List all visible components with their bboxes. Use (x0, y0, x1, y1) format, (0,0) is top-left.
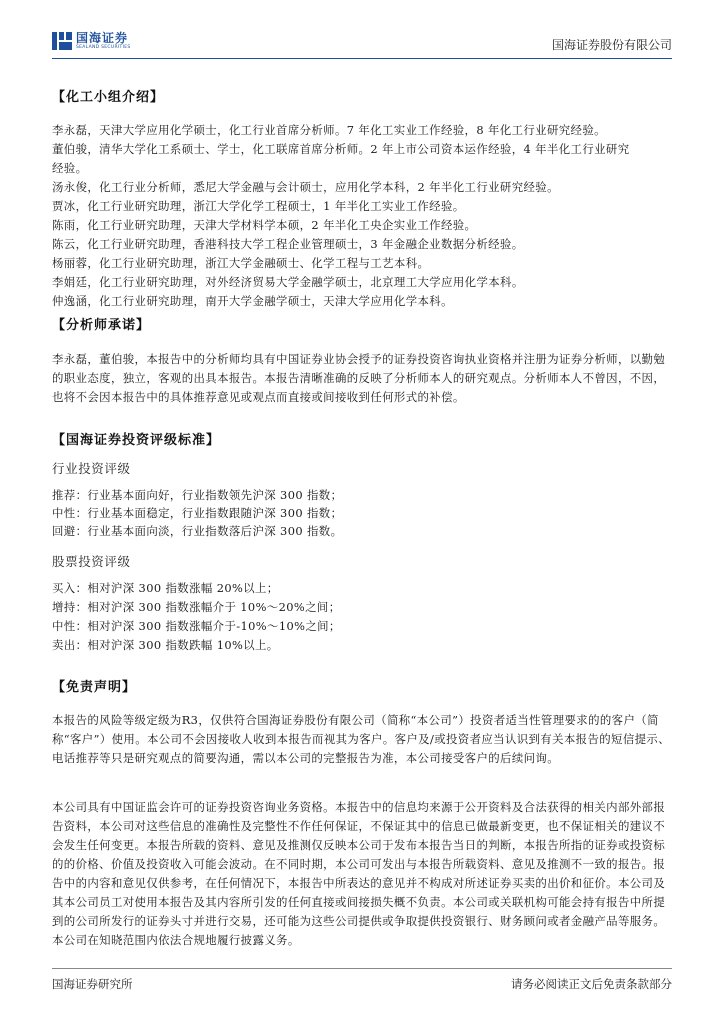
stock-rating-line: 买入：相对沪深 300 指数涨幅 20%以上； (52, 581, 279, 595)
logo-mark-icon (52, 32, 72, 50)
commitment-section-title: 【分析师承诺】 (52, 318, 151, 333)
team-member-line: 董伯骏，清华大学化工系硕士、学士，化工联席首席分析师。2 年上市公司资本运作经验，4 年半化工行业研究 (52, 142, 630, 156)
industry-rating-line: 推荐：行业基本面向好，行业指数领先沪深 300 指数； (52, 488, 343, 502)
commitment-paragraph: 李永磊，董伯骏，本报告中的分析师均具有中国证券业协会授予的证券投资咨询执业资格并注册为证券分析师，以勤勉的职业态度，独立，客观的出具本报告。本报告清晰准确的反映了分析师本人的研究观点。分析师本人不曾因，不因，也将不会因本报告中的具体推荐意见或观点而直接或间接收到任何形式的补偿。 (52, 352, 666, 404)
stock-rating-line: 中性：相对沪深 300 指数涨幅介于-10%～10%之间； (52, 619, 341, 633)
team-member-line: 李永磊，天津大学应用化学硕士，化工行业首席分析师。7 年化工实业工作经验，8 年化工行业研究经验。 (52, 123, 606, 137)
logo-en-text: SEALAND SECURITIES (76, 45, 131, 50)
team-member-line: 陈云，化工行业研究助理，香港科技大学工程企业管理硕士，3 年金融企业数据分析经验。 (52, 237, 524, 251)
stock-rating-title: 股票投资评级 (52, 554, 131, 569)
team-member-line: 贾冰，化工行业研究助理，浙江大学化学工程硕士，1 年半化工实业工作经验。 (52, 199, 465, 213)
stock-rating-line: 增持：相对沪深 300 指数涨幅介于 10%～20%之间； (52, 600, 341, 614)
team-member-line: 汤永俊，化工行业分析师，悉尼大学金融与会计硕士，应用化学本科，2 年半化工行业研究经验。 (52, 180, 559, 194)
team-member-line: 仲逸涵，化工行业研究助理，南开大学金融学硕士，天津大学应用化学本科。 (52, 294, 453, 308)
header-company-name: 国海证券股份有限公司 (551, 38, 672, 52)
footer-institute: 国海证券研究所 (52, 977, 133, 991)
team-member-line: 经验。 (52, 161, 88, 175)
team-member-line: 陈雨，化工行业研究助理，天津大学材料学本硕，2 年半化工央企实业工作经验。 (52, 218, 477, 232)
rating-section-title: 【国海证券投资评级标准】 (52, 433, 221, 448)
industry-rating-title: 行业投资评级 (52, 461, 131, 476)
industry-rating-line: 回避：行业基本面向淡，行业指数落后沪深 300 指数。 (52, 524, 343, 538)
footer-divider (52, 968, 672, 969)
stock-rating-line: 卖出：相对沪深 300 指数跌幅 10%以上。 (52, 638, 279, 652)
header-divider (52, 58, 672, 59)
footer-notice: 请务必阅读正文后免责条款部分 (511, 977, 672, 991)
company-logo (52, 32, 131, 51)
disclaimer-paragraph-1: 本报告的风险等级定级为R3，仅供符合国海证券股份有限公司（简称“本公司”）投资者适当性管理要求的的客户（简称“客户”）使用。本公司不会因接收人收到本报告而视其为客户。客户及/或投资者应当认识到有关本报告的短信提示、电话推荐等只是研究观点的简要沟通，需以本公司的完整报告为准，本公司接受客户的后续问询。 (52, 713, 671, 765)
page-header (52, 28, 672, 58)
team-member-line: 杨丽蓉，化工行业研究助理，浙江大学金融硕士、化学工程与工艺本科。 (52, 256, 430, 270)
team-section-title: 【化工小组介绍】 (52, 90, 165, 105)
disclaimer-paragraph-2: 本公司具有中国证监会许可的证券投资咨询业务资格。本报告中的信息均来源于公开资料及合法获得的相关内部外部报告资料，本公司对这些信息的准确性及完整性不作任何保证，不保证其中的信息已做最新变更，也不保证相关的建议不会发生任何变更。本报告所载的资料、意见及推测仅反映本公司于发布本报告当日的判断，本报告所指的证券或投资标的的价格、价值及投资收入可能会波动。在不同时期，本公司可发出与本报告所载资料、意见及推测不一致的报告。报告中的内容和意见仅供参考，在任何情况下，本报告中所表达的意见并不构成对所述证券买卖的出价和征价。本公司及其本公司员工对使用本报告及其内容所引发的任何直接或间接损失概不负责。本公司或关联机构可能会持有报告中所提到的公司所发行的证券头寸并进行交易，还可能为这些公司提供或争取提供投资银行、财务顾问或者金融产品等服务。本公司在知晓范围内依法合规地履行披露义务。 (52, 800, 666, 947)
team-member-line: 李娟廷，化工行业研究助理，对外经济贸易大学金融学硕士，北京理工大学应用化学本科。 (52, 275, 524, 289)
disclaimer-section-title: 【免责声明】 (52, 680, 137, 695)
industry-rating-line: 中性：行业基本面稳定，行业指数跟随沪深 300 指数； (52, 506, 343, 520)
logo-cn-text: 国海证券 (76, 31, 129, 45)
